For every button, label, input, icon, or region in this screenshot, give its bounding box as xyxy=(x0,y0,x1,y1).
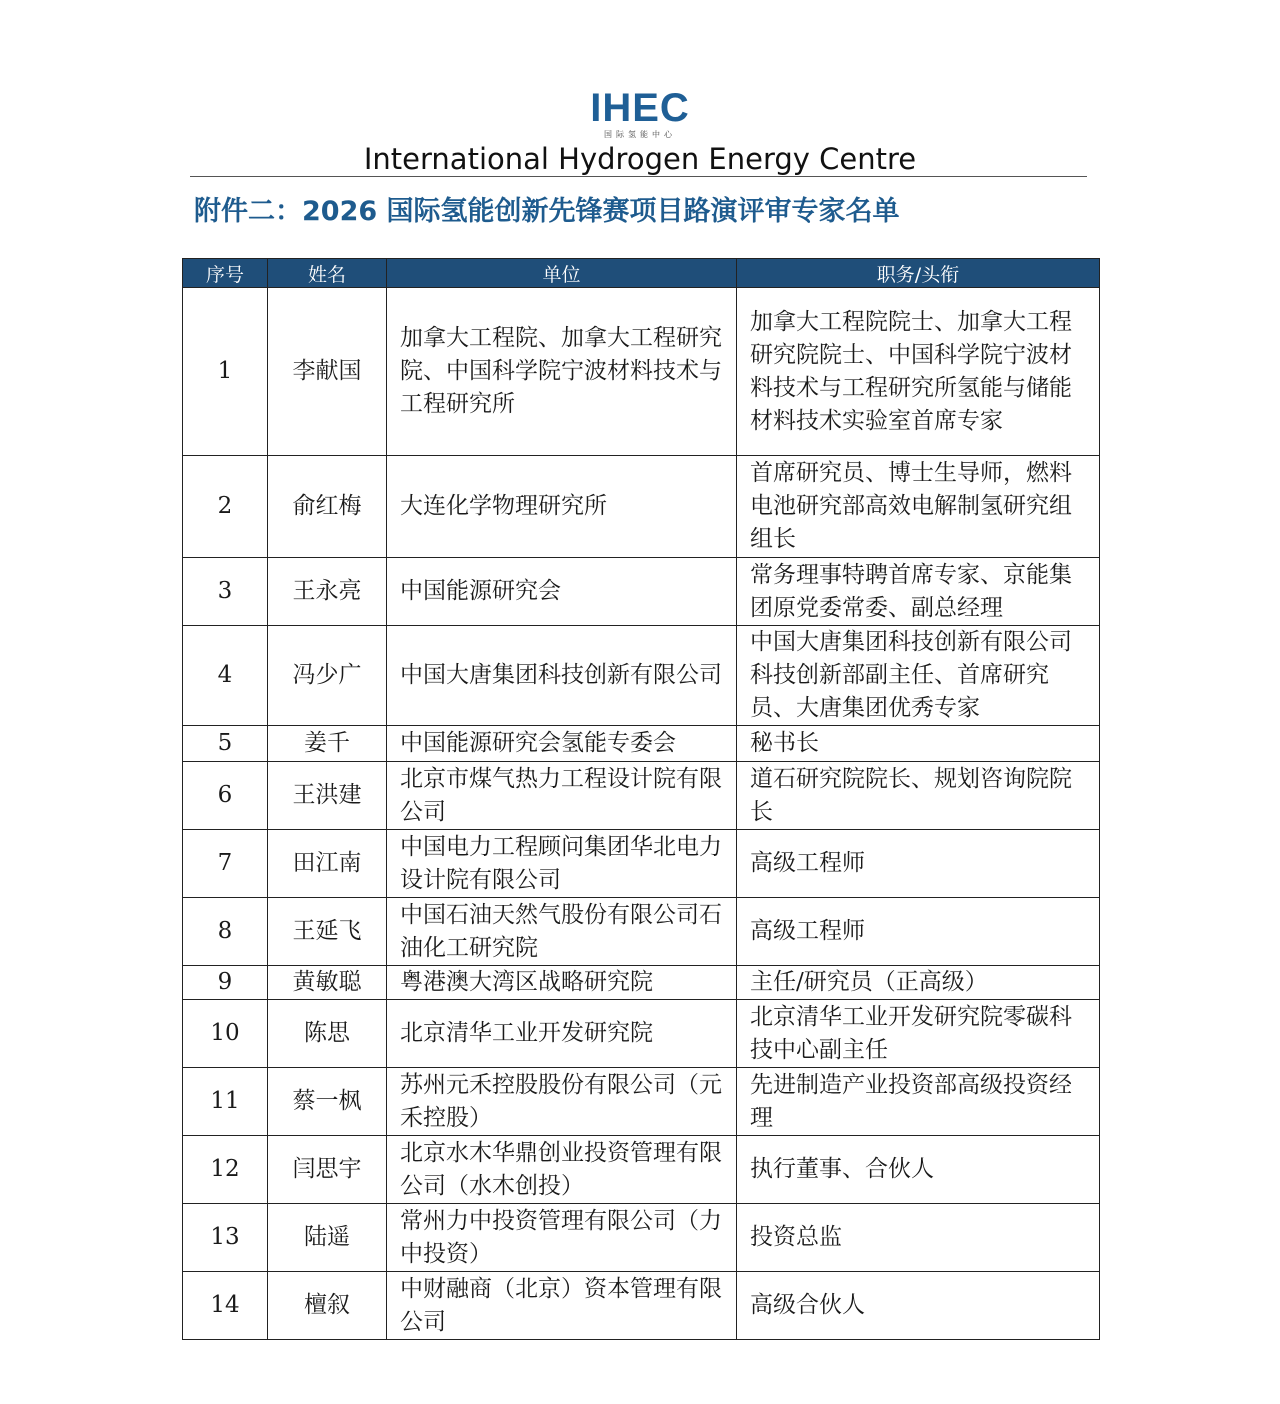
table-row xyxy=(183,1136,1100,1204)
page-header xyxy=(0,88,1280,176)
cell-organization: 北京清华工业开发研究院 xyxy=(387,1000,737,1068)
cell-organization: 粤港澳大湾区战略研究院 xyxy=(387,966,737,1000)
cell-name: 陈思 xyxy=(268,1000,387,1068)
cell-organization: 中国大唐集团科技创新有限公司 xyxy=(387,626,737,726)
table-row xyxy=(183,1068,1100,1136)
cell-position: 加拿大工程院院士、加拿大工程研究院院士、中国科学院宁波材料技术与工程研究所氢能与储能材料技术实验室首席专家 xyxy=(737,288,1100,456)
cell-position: 执行董事、合伙人 xyxy=(737,1136,1100,1204)
logo-subtitle: 国际氢能中心 xyxy=(604,130,676,139)
cell-organization: 中财融商（北京）资本管理有限公司 xyxy=(387,1272,737,1340)
logo-mark: IHEC xyxy=(590,86,690,130)
header-name: 姓名 xyxy=(268,259,387,288)
cell-seq: 6 xyxy=(183,762,268,830)
cell-organization: 中国电力工程顾问集团华北电力设计院有限公司 xyxy=(387,830,737,898)
cell-name: 王永亮 xyxy=(268,558,387,626)
table-row xyxy=(183,626,1100,726)
cell-seq: 9 xyxy=(183,966,268,1000)
cell-seq: 5 xyxy=(183,726,268,762)
table-row xyxy=(183,288,1100,456)
cell-seq: 11 xyxy=(183,1068,268,1136)
cell-position: 高级工程师 xyxy=(737,898,1100,966)
cell-position: 首席研究员、博士生导师，燃料电池研究部高效电解制氢研究组组长 xyxy=(737,456,1100,558)
organization-name: International Hydrogen Energy Centre xyxy=(363,142,917,176)
cell-position: 北京清华工业开发研究院零碳科技中心副主任 xyxy=(737,1000,1100,1068)
cell-position: 高级合伙人 xyxy=(737,1272,1100,1340)
table-row xyxy=(183,558,1100,626)
cell-seq: 7 xyxy=(183,830,268,898)
table-row xyxy=(183,1204,1100,1272)
header-divider xyxy=(190,176,1087,177)
cell-name: 田江南 xyxy=(268,830,387,898)
expert-table xyxy=(182,258,1100,1340)
cell-position: 投资总监 xyxy=(737,1204,1100,1272)
cell-seq: 3 xyxy=(183,558,268,626)
ihec-logo xyxy=(580,88,700,140)
table-row xyxy=(183,1272,1100,1340)
cell-name: 俞红梅 xyxy=(268,456,387,558)
cell-position: 秘书长 xyxy=(737,726,1100,762)
table-row xyxy=(183,456,1100,558)
cell-position: 先进制造产业投资部高级投资经理 xyxy=(737,1068,1100,1136)
cell-name: 陆遥 xyxy=(268,1204,387,1272)
cell-position: 中国大唐集团科技创新有限公司科技创新部副主任、首席研究员、大唐集团优秀专家 xyxy=(737,626,1100,726)
cell-organization: 中国能源研究会氢能专委会 xyxy=(387,726,737,762)
cell-seq: 4 xyxy=(183,626,268,726)
cell-name: 黄敏聪 xyxy=(268,966,387,1000)
cell-name: 姜千 xyxy=(268,726,387,762)
cell-name: 檀叙 xyxy=(268,1272,387,1340)
header-position: 职务/头衔 xyxy=(737,259,1100,288)
table-row xyxy=(183,898,1100,966)
cell-seq: 14 xyxy=(183,1272,268,1340)
cell-organization: 北京市煤气热力工程设计院有限公司 xyxy=(387,762,737,830)
table-header-row xyxy=(183,259,1100,288)
cell-organization: 北京水木华鼎创业投资管理有限公司（水木创投） xyxy=(387,1136,737,1204)
cell-organization: 中国石油天然气股份有限公司石油化工研究院 xyxy=(387,898,737,966)
cell-seq: 13 xyxy=(183,1204,268,1272)
cell-organization: 常州力中投资管理有限公司（力中投资） xyxy=(387,1204,737,1272)
cell-name: 王延飞 xyxy=(268,898,387,966)
cell-seq: 2 xyxy=(183,456,268,558)
header-organization: 单位 xyxy=(387,259,737,288)
cell-seq: 1 xyxy=(183,288,268,456)
table-row xyxy=(183,726,1100,762)
cell-position: 高级工程师 xyxy=(737,830,1100,898)
table-row xyxy=(183,1000,1100,1068)
header-seq: 序号 xyxy=(183,259,268,288)
table-row xyxy=(183,966,1100,1000)
cell-seq: 8 xyxy=(183,898,268,966)
cell-seq: 10 xyxy=(183,1000,268,1068)
cell-name: 李献国 xyxy=(268,288,387,456)
cell-name: 蔡一枫 xyxy=(268,1068,387,1136)
cell-organization: 大连化学物理研究所 xyxy=(387,456,737,558)
table-row xyxy=(183,830,1100,898)
cell-organization: 加拿大工程院、加拿大工程研究院、中国科学院宁波材料技术与工程研究所 xyxy=(387,288,737,456)
table-row xyxy=(183,762,1100,830)
cell-seq: 12 xyxy=(183,1136,268,1204)
cell-name: 闫思宇 xyxy=(268,1136,387,1204)
cell-position: 主任/研究员（正高级） xyxy=(737,966,1100,1000)
cell-position: 道石研究院院长、规划咨询院院长 xyxy=(737,762,1100,830)
cell-position: 常务理事特聘首席专家、京能集团原党委常委、副总经理 xyxy=(737,558,1100,626)
cell-organization: 中国能源研究会 xyxy=(387,558,737,626)
cell-name: 王洪建 xyxy=(268,762,387,830)
cell-organization: 苏州元禾控股股份有限公司（元禾控股） xyxy=(387,1068,737,1136)
cell-name: 冯少广 xyxy=(268,626,387,726)
document-title: 附件二：2026 国际氢能创新先锋赛项目路演评审专家名单 xyxy=(194,196,900,227)
